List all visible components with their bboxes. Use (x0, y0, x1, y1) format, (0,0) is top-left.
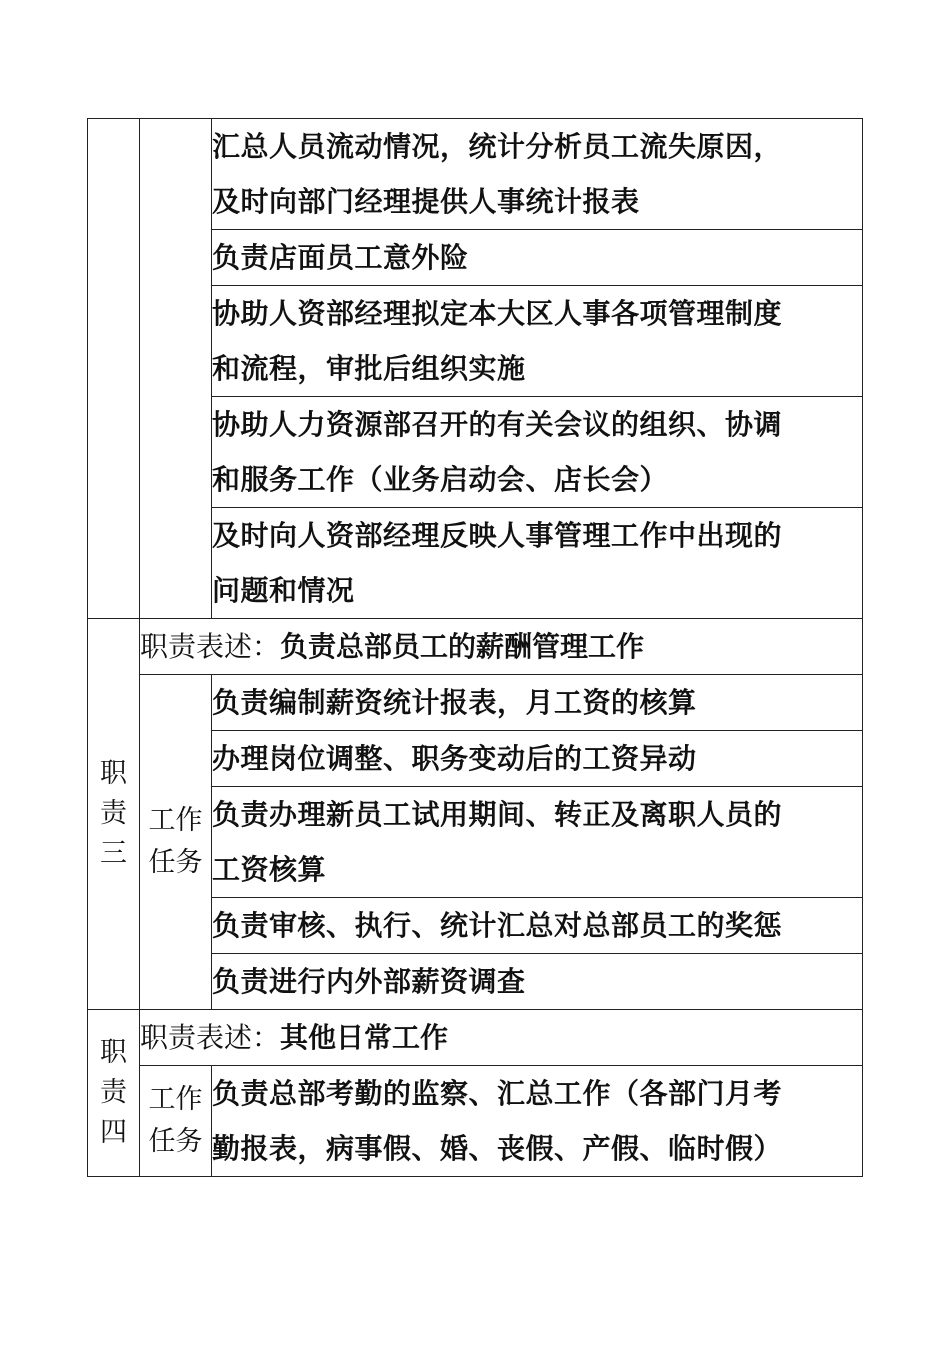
task-label-cell (140, 675, 212, 1010)
task-line: 及时向部门经理提供人事统计报表 (212, 185, 640, 218)
table-row (88, 119, 863, 230)
duty-label-char: 三 (100, 838, 127, 869)
table-row (88, 1010, 863, 1066)
task-line: 和服务工作（业务启动会、店长会） (212, 463, 669, 496)
duty-description-value: 负责总部员工的薪酬管理工作 (280, 630, 645, 663)
duty-label-cell (88, 1010, 140, 1177)
task-label-cell (140, 119, 212, 619)
duty-description (140, 1010, 863, 1066)
task-label-line: 工作 (148, 805, 203, 836)
duty-description-value: 其他日常工作 (280, 1021, 449, 1054)
task-item (212, 898, 863, 954)
task-line: 负责总部考勤的监察、汇总工作（各部门月考 (212, 1077, 783, 1110)
task-line: 负责办理新员工试用期间、转正及离职人员的 (212, 798, 783, 831)
task-item (212, 230, 863, 286)
table-row (88, 619, 863, 675)
task-line: 汇总人员流动情况，统计分析员工流失原因， (212, 130, 783, 163)
task-line: 协助人资部经理拟定本大区人事各项管理制度 (212, 297, 783, 330)
task-line: 问题和情况 (212, 574, 355, 607)
task-line: 和流程，审批后组织实施 (212, 352, 526, 385)
task-line: 负责编制薪资统计报表，月工资的核算 (212, 686, 697, 719)
task-line: 及时向人资部经理反映人事管理工作中出现的 (212, 519, 783, 552)
task-line: 工资核算 (212, 853, 327, 886)
task-label-line: 任务 (148, 1126, 203, 1157)
task-line: 勤报表，病事假、婚、丧假、产假、临时假） (212, 1132, 783, 1165)
duty-description (140, 619, 863, 675)
task-item (212, 787, 863, 898)
duty-description-key: 职责表述： (140, 1021, 281, 1054)
task-item (212, 1066, 863, 1177)
task-item (212, 675, 863, 731)
task-line: 协助人力资源部召开的有关会议的组织、协调 (212, 408, 783, 441)
duty-label-char: 职 (100, 758, 127, 789)
task-item (212, 286, 863, 397)
duty-table (87, 118, 863, 1177)
task-item (212, 508, 863, 619)
table-row (88, 1066, 863, 1177)
task-item (212, 397, 863, 508)
task-line: 办理岗位调整、职务变动后的工资异动 (212, 742, 697, 775)
task-line: 负责店面员工意外险 (212, 241, 469, 274)
task-label-line: 工作 (148, 1084, 203, 1115)
table-row (88, 675, 863, 731)
task-item (212, 731, 863, 787)
duty-description-key: 职责表述： (140, 630, 281, 663)
task-line: 负责审核、执行、统计汇总对总部员工的奖惩 (212, 909, 783, 942)
task-line: 负责进行内外部薪资调查 (212, 965, 526, 998)
task-label-line: 任务 (148, 847, 203, 878)
task-item (212, 954, 863, 1010)
duty-label-cell (88, 619, 140, 1010)
task-label-cell (140, 1066, 212, 1177)
task-item (212, 119, 863, 230)
duty-label-char: 责 (100, 1077, 127, 1108)
duty-label-char: 四 (100, 1117, 127, 1148)
duty-label-cell (88, 119, 140, 619)
duty-label-char: 职 (100, 1037, 127, 1068)
duty-label-char: 责 (100, 798, 127, 829)
